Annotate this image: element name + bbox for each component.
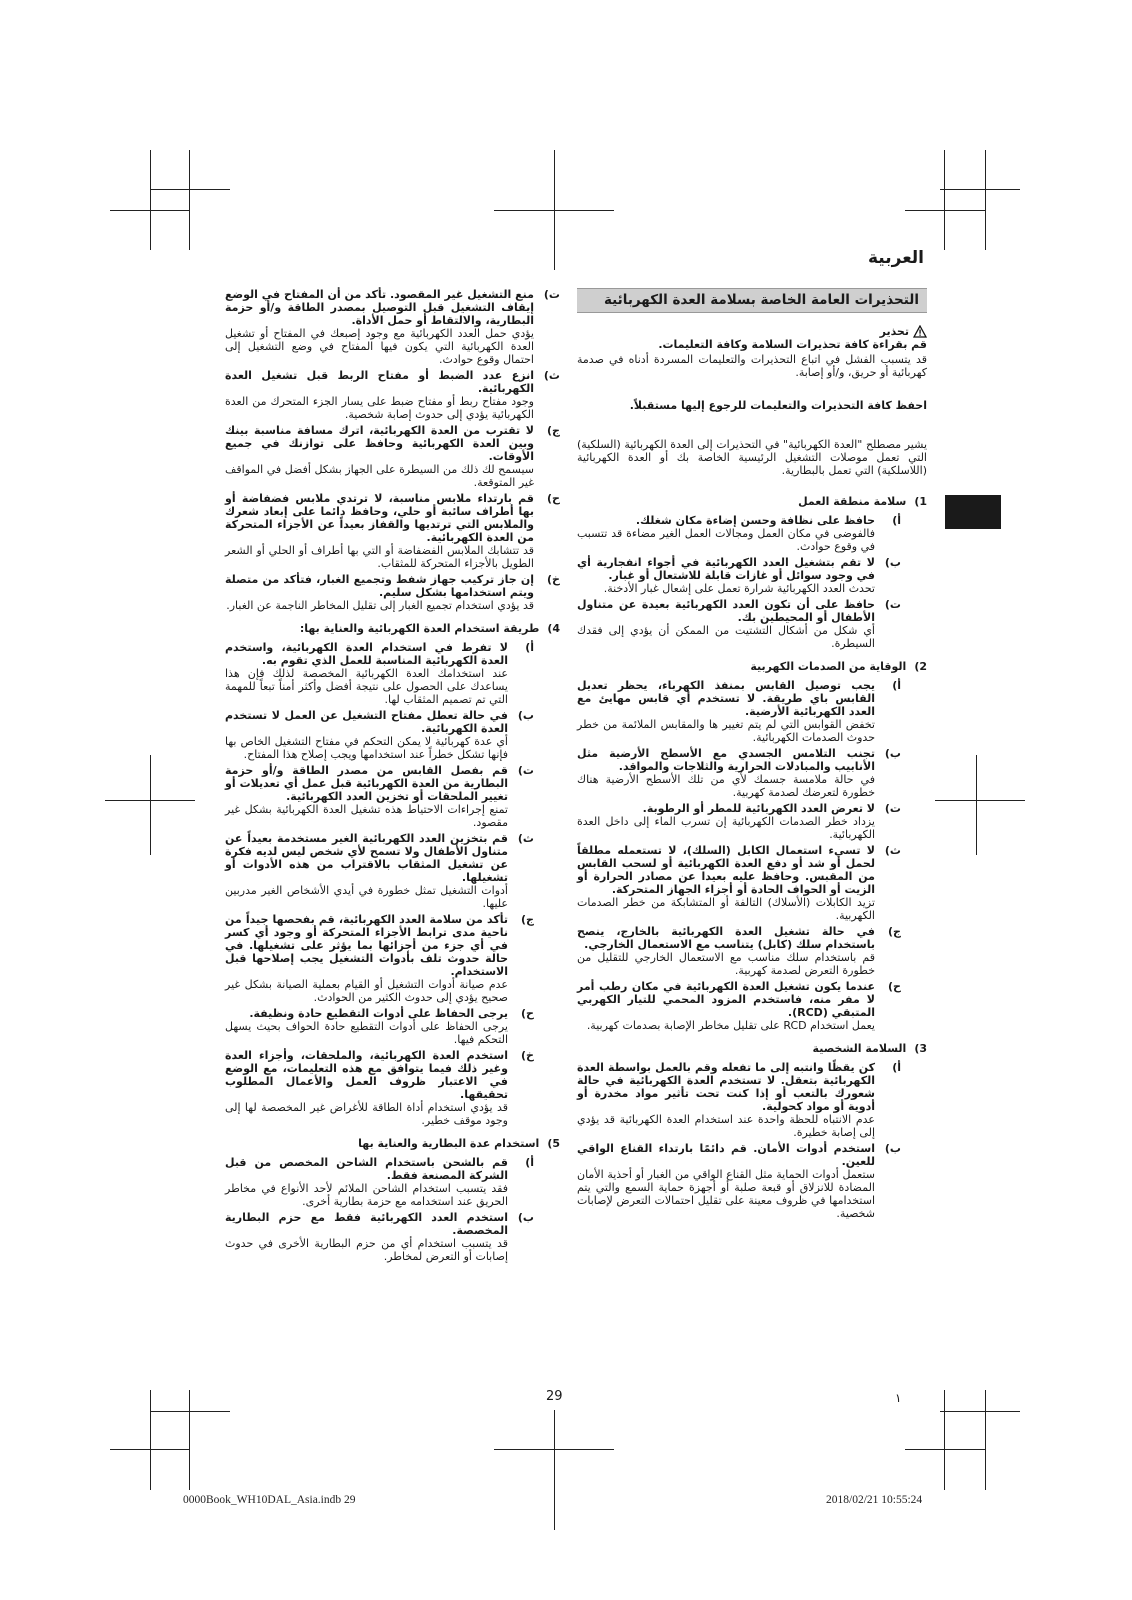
- item-marker: ج): [547, 424, 560, 437]
- list-item: [577, 679, 901, 744]
- item-body: [577, 844, 875, 922]
- item-heading: تأكد من سلامة العدد الكهربائية، قم بفحصها جيداً من ناحية مدى ترابط الأجزاء المتحركة أو وجود أي كسر في أي جزء من أجزائها بما يؤثر على تشغيلها. في حالة حدوث تلف بأدوات التشغيل يجب إصلاحها قبل الاستخدام.: [225, 913, 508, 978]
- item-body: [225, 832, 508, 910]
- crop-mark: [494, 210, 614, 211]
- item-marker: ت): [517, 764, 534, 777]
- warning-label: تحذير: [879, 325, 909, 338]
- right-column: [577, 288, 927, 1223]
- item-body: [225, 573, 534, 612]
- item-body: [577, 514, 875, 553]
- item-text: فالفوضى في مكان العمل ومجالات العمل الغير مضاءة قد تتسبب في وقوع حوادث.: [577, 527, 875, 553]
- item-text: أي شكل من أشكال التشتيت من الممكن أن يؤدي إلى فقدك السيطرة.: [577, 624, 875, 650]
- item-marker: أ): [892, 514, 901, 527]
- list-item: [577, 514, 901, 553]
- item-heading: عندما يكون تشغيل العدة الكهربائية في مكان رطب أمر لا مفر منه، فاستخدم المزود المحمي للتيار الكهربي المتبقي (RCD).: [577, 980, 875, 1019]
- list-item: [577, 598, 901, 650]
- list-item: [225, 1049, 534, 1127]
- item-body: [225, 913, 508, 1004]
- item-body: [577, 1061, 875, 1139]
- warning-body-text: قد يتسبب الفشل في اتباع التحذيرات والتعليمات المسردة أدناه في صدمة كهربائية أو حريق، و/أو إصابة.: [577, 353, 927, 379]
- item-marker: خ): [547, 573, 560, 586]
- item-heading: قم بارتداء ملابس مناسبة، لا ترتدي ملابس فضفاضة أو بها أطراف سائبة أو حلي، وحافظ دائما على إبعاد شعرك والملابس التي ترتديها والقفاز بعيداً عن الأجزاء المتحركة من العدة الكهربائية.: [225, 492, 534, 544]
- item-text: عدم الانتباه للحظة واحدة عند استخدام العدة الكهربائية قد يؤدي إلى إصابة خطيرة.: [577, 1113, 875, 1139]
- item-marker: خ): [521, 1049, 534, 1062]
- item-marker: ب): [884, 747, 901, 760]
- list-item: [225, 288, 560, 366]
- section-number: 5): [547, 1137, 560, 1150]
- item-heading: لا تفرط في استخدام العدة الكهربائية، واستخدم العدة الكهربائية المناسبة للعمل الذي تقوم به.: [225, 641, 508, 667]
- list-item: [225, 424, 560, 489]
- crop-mark: [985, 150, 986, 250]
- section-items: [577, 1061, 901, 1220]
- list-item: [225, 913, 534, 1004]
- language-heading: العربية: [867, 248, 924, 268]
- item-heading: في حالة تشغيل العدة الكهربائية بالخارج، ينصح باستخدام سلك (كابل) يتناسب مع الاستعمال الخارجي.: [577, 925, 875, 951]
- item-heading: حافظ على أن تكون العدد الكهربائية بعيدة عن متناول الأطفال أو المحيطين بك.: [577, 598, 875, 624]
- section-number: 3): [914, 1042, 927, 1055]
- intro-paragraph: يشير مصطلح "العدة الكهربائية" في التحذيرات إلى العدة الكهربائية (السلكية) التي تعمل موصلات التشغيل الرئيسية الخاصة بك أو العدة الكهربائية (اللاسلكية) التي تعمل بالبطارية.: [577, 438, 927, 477]
- crop-mark: [110, 210, 190, 211]
- item-heading: يجب توصيل القابس بمنفذ الكهرباء، يحظر تعديل القابس باي طريقة. لا تستخدم أي قابس مهايئ مع العدد الكهربائية الأرضية.: [577, 679, 875, 718]
- footer-filename: 0000Book_WH10DAL_Asia.indb 29: [183, 1494, 356, 1506]
- page-number: 29: [546, 1389, 563, 1404]
- item-text: قد يؤدي استخدام أداة الطاقة للأغراض غير المخصصة لها إلى وجود موقف خطير.: [225, 1101, 508, 1127]
- crop-mark: [105, 800, 195, 801]
- item-heading: لا تقم بتشغيل العدد الكهربائية في أجواء انفجارية أي في وجود سوائل أو غازات قابلة للاشتعال أو غبار.: [577, 556, 875, 582]
- item-body: [225, 288, 534, 366]
- section-heading: [225, 622, 560, 635]
- footer-timestamp: 2018/02/21 10:55:24: [826, 1494, 923, 1506]
- item-text: فقد يتسبب استخدام الشاحن الملائم لأحد الأنواع في مخاطر الحريق عند استخدامه مع حزمة بطارية أخرى.: [225, 1182, 508, 1208]
- item-marker: ت): [884, 598, 901, 611]
- item-text: قد تتشابك الملابس الفضفاضة أو التي بها أطراف أو الحلي أو الشعر الطويل بالأجزاء المتحركة للمثقاب.: [225, 544, 534, 570]
- section-title: الوقاية من الصدمات الكهربية: [750, 660, 907, 673]
- item-body: [225, 492, 534, 570]
- list-item: [577, 556, 901, 595]
- arabic-page-number: ١: [895, 1391, 902, 1405]
- item-text: قم باستخدام سلك مناسب مع الاستعمال الخارجي للتقليل من خطورة التعرض لصدمة كهربية.: [577, 951, 875, 977]
- item-text: يعمل استخدام RCD على تقليل مخاطر الإصابة بصدمات كهربية.: [586, 1019, 875, 1032]
- item-heading: لا تقترب من العدة الكهربائية، اترك مسافة مناسبة بينك وبين العدة الكهربائية وحافظ على توازنك في جميع الأوقات.: [225, 424, 534, 463]
- item-heading: منع التشغيل غير المقصود. تأكد من أن المفتاح في الوضع إيقاف التشغيل قبل التوصيل بمصدر الطاقة و/أو حزمة البطارية، والالتقاط أو حمل الأداة.: [225, 288, 534, 327]
- crop-mark: [494, 1449, 614, 1450]
- crop-mark: [150, 755, 151, 855]
- list-item: [577, 925, 901, 977]
- item-text: وجود مفتاح ربط أو مفتاح ضبط على يسار الجزء المتحرك من العدة الكهربائية يؤدي إلى حدوث إصابة شخصية.: [225, 395, 534, 421]
- item-text: أي عدة كهربائية لا يمكن التحكم في مفتاح التشغيل الخاص بها فإنها تشكل خطراً عند استخدامها ويجب إصلاح هذا المفتاح.: [225, 735, 508, 761]
- section-items: [225, 1156, 534, 1263]
- item-heading: قم بفصل القابس من مصدر الطاقة و/أو حزمة البطارية من العدة الكهربائية قبل عمل أي تعديلات أو تغيير الملحقات أو تخزين العدد الكهربائية.: [225, 764, 508, 803]
- section-items: [577, 514, 901, 650]
- item-heading: قم بتخزين العدد الكهربائية الغير مستخدمة بعيداً عن متناول الأطفال ولا تسمح لأي شخص ليس لديه فكرة عن تشغيل المثقاب بالاقتراب من هذه الأدوات أو تشغيلها.: [225, 832, 508, 884]
- crop-mark: [189, 150, 190, 250]
- section-heading: [577, 1042, 927, 1055]
- list-item: [225, 641, 534, 706]
- warning-triangle-icon: [913, 325, 927, 338]
- crop-mark: [905, 1449, 985, 1450]
- item-body: [225, 369, 534, 421]
- item-heading: في حالة تعطل مفتاح التشغيل عن العمل لا تستخدم العدة الكهربائية.: [225, 709, 508, 735]
- crop-mark: [944, 150, 945, 250]
- item-heading: انزع عدد الضبط أو مفتاح الربط قبل تشغيل العدة الكهربائية.: [225, 369, 534, 395]
- item-marker: ب): [884, 556, 901, 569]
- crop-mark: [935, 800, 1025, 801]
- left-sections: [225, 622, 560, 1263]
- crop-mark: [189, 1390, 190, 1490]
- item-body: [225, 641, 508, 706]
- list-item: [577, 747, 901, 799]
- item-heading: استخدم العدد الكهربائية فقط مع حزم البطارية المخصصة.: [225, 1211, 508, 1237]
- language-tab-marker: [945, 495, 1001, 529]
- list-item: [577, 844, 901, 922]
- list-item: [577, 802, 901, 841]
- item-marker: أ): [892, 1061, 901, 1074]
- section-number: 2): [914, 660, 927, 673]
- list-item: [225, 1156, 534, 1208]
- item-text: عند استخدامك العدة الكهربائية المخصصة لذلك فإن هذا يساعدك على الحصول على نتيجة أفضل وأكثر أمناً تبعاً للمهمة التي تم تصميم المثقاب لها.: [225, 667, 508, 706]
- item-marker: ح): [888, 980, 901, 993]
- item-text: أدوات التشغيل تمثل خطورة في أيدي الأشخاص الغير مدربين عليها.: [225, 884, 508, 910]
- item-marker: ج): [888, 925, 901, 938]
- item-heading: تجنب التلامس الجسدي مع الأسطح الأرضية مثل الأنابيب والمبادلات الحرارية والثلاجات والمواقد.: [577, 747, 875, 773]
- item-body: [577, 556, 875, 595]
- crop-mark: [940, 1411, 1020, 1412]
- item-marker: أ): [525, 641, 534, 654]
- item-heading: قم بالشحن باستخدام الشاحن المخصص من قبل الشركة المصنعة فقط.: [225, 1156, 508, 1182]
- item-heading: لا تعرض العدد الكهربائية للمطر أو الرطوبة.: [642, 802, 875, 815]
- left-lead-items: [225, 288, 560, 612]
- item-marker: ح): [521, 1007, 534, 1020]
- section-number: 1): [914, 495, 927, 508]
- item-marker: ب): [517, 1211, 534, 1224]
- item-marker: ح): [547, 492, 560, 505]
- crop-mark: [150, 1411, 230, 1412]
- item-heading: حافظ على نظافة وحسن إضاءة مكان شغلك.: [635, 514, 875, 527]
- item-text: قد يؤدي استخدام تجميع الغبار إلى تقليل المخاطر الناجمة عن الغبار.: [226, 599, 534, 612]
- item-text: يزداد خطر الصدمات الكهربائية إن تسرب الماء إلى داخل العدة الكهربائية.: [577, 815, 875, 841]
- item-body: [577, 598, 875, 650]
- item-body: [577, 747, 875, 799]
- item-text: سيسمح لك ذلك من السيطرة على الجهاز بشكل أفضل في المواقف غير المتوقعة.: [225, 463, 534, 489]
- list-item: [225, 1007, 534, 1046]
- list-item: [225, 492, 560, 570]
- item-body: [577, 802, 875, 841]
- item-heading: إن جاز تركيب جهاز شفط وتجميع الغبار، فتأكد من متصلة ويتم استخدامها بشكل سليم.: [225, 573, 534, 599]
- warning-heading: [577, 325, 927, 338]
- item-body: [225, 1156, 508, 1208]
- item-marker: ج): [521, 913, 534, 926]
- item-marker: ب): [884, 1142, 901, 1155]
- item-marker: ث): [884, 844, 901, 857]
- item-marker: ت): [543, 288, 560, 301]
- crop-mark: [150, 150, 151, 250]
- section-number: 4): [547, 622, 560, 635]
- section-title: استخدام عدة البطارية والعناية بها: [358, 1137, 540, 1150]
- item-text: ستعمل أدوات الحماية مثل القناع الواقي من الغبار أو أحذية الأمان المضادة للانزلاق أو قبعة صلبة أو أجهزة حماية السمع والتي يتم استخدامها في ظروف معينة على تقليل احتمالات التعرض لإصابات شخصية.: [577, 1168, 875, 1220]
- list-item: [225, 832, 534, 910]
- item-body: [577, 925, 875, 977]
- item-body: [577, 980, 875, 1032]
- section-banner: التحذيرات العامة الخاصة بسلامة العدة الكهربائية: [577, 288, 927, 313]
- item-text: تخفض القوابس التي لم يتم تغيير ها والمقابس الملائمة من خطر حدوث الصدمات الكهربائية.: [577, 718, 875, 744]
- list-item: [225, 573, 560, 612]
- list-item: [577, 1061, 901, 1139]
- item-marker: ت): [884, 802, 901, 815]
- list-item: [225, 764, 534, 829]
- section-items: [577, 679, 901, 1032]
- item-text: يرجى الحفاظ على أدوات التقطيع حادة الحواف بحيث يسهل التحكم فيها.: [225, 1020, 508, 1046]
- section-title: السلامة الشخصية: [812, 1042, 907, 1055]
- section-title: سلامة منطقة العمل: [798, 495, 907, 508]
- crop-mark: [905, 210, 985, 211]
- item-heading: استخدم العدة الكهربائية، والملحقات، وأجزاء العدة وغير ذلك فيما يتوافق مع هذه التعليمات، مع الوضع في الاعتبار ظروف العمل والأعمال المطلوب تحقيقها.: [225, 1049, 508, 1101]
- item-marker: ث): [543, 369, 560, 382]
- left-column: [225, 288, 560, 1266]
- item-text: تمنع إجراءات الاحتياط هذه تشغيل العدة الكهربائية بشكل غير مقصود.: [225, 803, 508, 829]
- item-heading: استخدم أدوات الأمان. قم دائمًا بارتداء القناع الواقي للعين.: [577, 1142, 875, 1168]
- crop-mark: [110, 1449, 190, 1450]
- section-heading: [577, 495, 927, 508]
- crop-mark: [944, 1390, 945, 1490]
- item-marker: ث): [517, 832, 534, 845]
- item-body: [577, 679, 875, 744]
- section-title: طريقة استخدام العدة الكهربائية والعناية بها:: [299, 622, 540, 635]
- item-text: قد يتسبب استخدام أي من حزم البطارية الأخرى في حدوث إصابات أو التعرض لمخاطر.: [225, 1237, 508, 1263]
- item-marker: أ): [892, 679, 901, 692]
- item-body: [577, 1142, 875, 1220]
- item-heading: كن يقظًا وانتبه إلى ما تفعله وقم بالعمل بواسطة العدة الكهربائية بتعقل. لا تستخدم العدة الكهربائية في حالة شعورك بالتعب أو إذا كنت تحت تأثير مواد مخدرة أو أدوية أو مواد كحولية.: [577, 1061, 875, 1113]
- crop-mark: [985, 1390, 986, 1490]
- item-text: عدم صيانة أدوات التشغيل أو القيام بعملية الصيانة بشكل غير صحيح يؤدي إلى حدوث الكثير من الحوادث.: [225, 978, 508, 1004]
- keep-instructions-notice: احفظ كافة التحذيرات والتعليمات للرجوع إليها مستقبلاً.: [629, 399, 927, 412]
- section-items: [225, 641, 534, 1127]
- item-marker: أ): [525, 1156, 534, 1169]
- list-item: [225, 1211, 534, 1263]
- list-item: [577, 980, 901, 1032]
- warning-bold-text: قم بقراءة كافة تحذيرات السلامة وكافة التعليمات.: [658, 338, 927, 351]
- right-sections: [577, 495, 927, 1220]
- list-item: [577, 1142, 901, 1220]
- item-body: [225, 709, 508, 761]
- crop-mark: [976, 755, 977, 855]
- item-text: تحدث العدد الكهربائية شرارة تعمل على إشعال غبار الأدخنة.: [603, 582, 875, 595]
- list-item: [225, 709, 534, 761]
- item-text: يؤدي حمل العدد الكهربائية مع وجود إصبعك في المفتاح أو تشغيل العدة الكهربائية التي يكون فيها المفتاح في وضع التشغيل إلى احتمال وقوع حوادث.: [225, 327, 534, 366]
- crop-mark: [150, 189, 230, 190]
- crop-mark: [150, 1390, 151, 1490]
- crop-mark: [554, 1410, 555, 1530]
- item-text: في حالة ملامسة جسمك لأي من تلك الأسطح الأرضية هناك خطورة لتعرضك لصدمة كهربية.: [577, 773, 875, 799]
- section-heading: [225, 1137, 560, 1150]
- item-text: تزيد الكابلات (الأسلاك) التالفة أو المتشابكة من خطر الصدمات الكهربية.: [577, 896, 875, 922]
- item-body: [225, 1007, 508, 1046]
- section-heading: [577, 660, 927, 673]
- item-marker: ب): [517, 709, 534, 722]
- item-body: [225, 1211, 508, 1263]
- crop-mark: [940, 189, 1020, 190]
- item-heading: لا تسيء استعمال الكابل (السلك)، لا تستعمله مطلقاً لحمل أو شد أو دفع العدة الكهربائية أو لسحب القابس من المقبس. وحافظ عليه بعيدا عن مصادر الحرارة أو الزيت أو الحواف الحادة أو أجزاء الجهاز المتحركة.: [577, 844, 875, 896]
- item-heading: يرجى الحفاظ على أدوات التقطيع حادة ونظيفة.: [249, 1007, 508, 1020]
- item-body: [225, 424, 534, 489]
- list-item: [225, 369, 560, 421]
- item-body: [225, 764, 508, 829]
- item-body: [225, 1049, 508, 1127]
